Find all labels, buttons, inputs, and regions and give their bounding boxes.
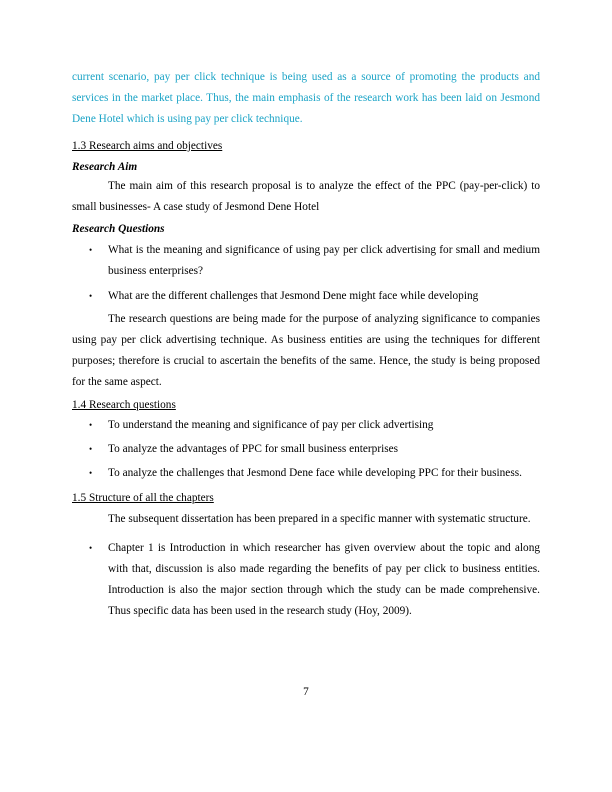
list-item	[72, 538, 540, 622]
list-item	[72, 286, 540, 307]
section-heading-1-4: 1.4 Research questions	[72, 399, 176, 411]
list-item	[72, 463, 540, 484]
bullet-icon: •	[89, 291, 93, 301]
research-aim-label: Research Aim	[72, 161, 138, 173]
list-item-text: What are the different challenges that Jesmond Dene might face while developing	[108, 290, 479, 302]
list-item-text: To analyze the advantages of PPC for small business enterprises	[108, 443, 399, 455]
bullet-icon: •	[89, 543, 93, 553]
bullet-icon: •	[89, 245, 93, 255]
list-item	[72, 415, 540, 436]
research-aim-text: The main aim of this research proposal is to analyze the effect of the PPC (pay-per-click) to small businesses- A case study of Jesmond Dene Hotel	[72, 180, 540, 213]
page-number: 7	[303, 686, 309, 698]
bullet-icon: •	[89, 468, 93, 478]
questions-paragraph: The research questions are being made for the purpose of analyzing significance to companies using pay per click advertising technique. As business entities are using the techniques for different purposes; therefore is crucial to ascertain the benefits of the same. Hence, the study is being proposed for the same aspect.	[72, 313, 540, 388]
research-questions-label: Research Questions	[72, 223, 165, 235]
chapters-list	[72, 538, 540, 622]
document-page	[72, 67, 540, 622]
list-item	[72, 439, 540, 460]
list-item-text: To understand the meaning and significance of pay per click advertising	[108, 419, 434, 431]
section-heading-1-5: 1.5 Structure of all the chapters	[72, 492, 214, 504]
intro-continuation: current scenario, pay per click technique is being used as a source of promoting the products and services in the market place. Thus, the main emphasis of the research work has been laid on Jesmond Dene Hotel which is using pay per click technique.	[72, 71, 540, 125]
bullet-icon: •	[89, 444, 93, 454]
bullet-icon: •	[89, 420, 93, 430]
list-item-text: To analyze the challenges that Jesmond Dene face while developing PPC for their business.	[108, 467, 522, 479]
list-item	[72, 240, 540, 282]
objectives-list	[72, 415, 540, 484]
section-heading-1-3: 1.3 Research aims and objectives	[72, 140, 223, 152]
list-item-text: Chapter 1 is Introduction in which researcher has given overview about the topic and along with that, discussion is also made regarding the benefits of pay per click to business entities. Introduction is also the major section through which the study can be made comprehensive. Thus specific data has been used in the research study (Hoy, 2009).	[108, 542, 540, 617]
list-item-text: What is the meaning and significance of using pay per click advertising for small and medium business enterprises?	[108, 244, 540, 277]
structure-paragraph: The subsequent dissertation has been prepared in a specific manner with systematic structure.	[108, 513, 531, 525]
research-questions-list	[72, 240, 540, 307]
